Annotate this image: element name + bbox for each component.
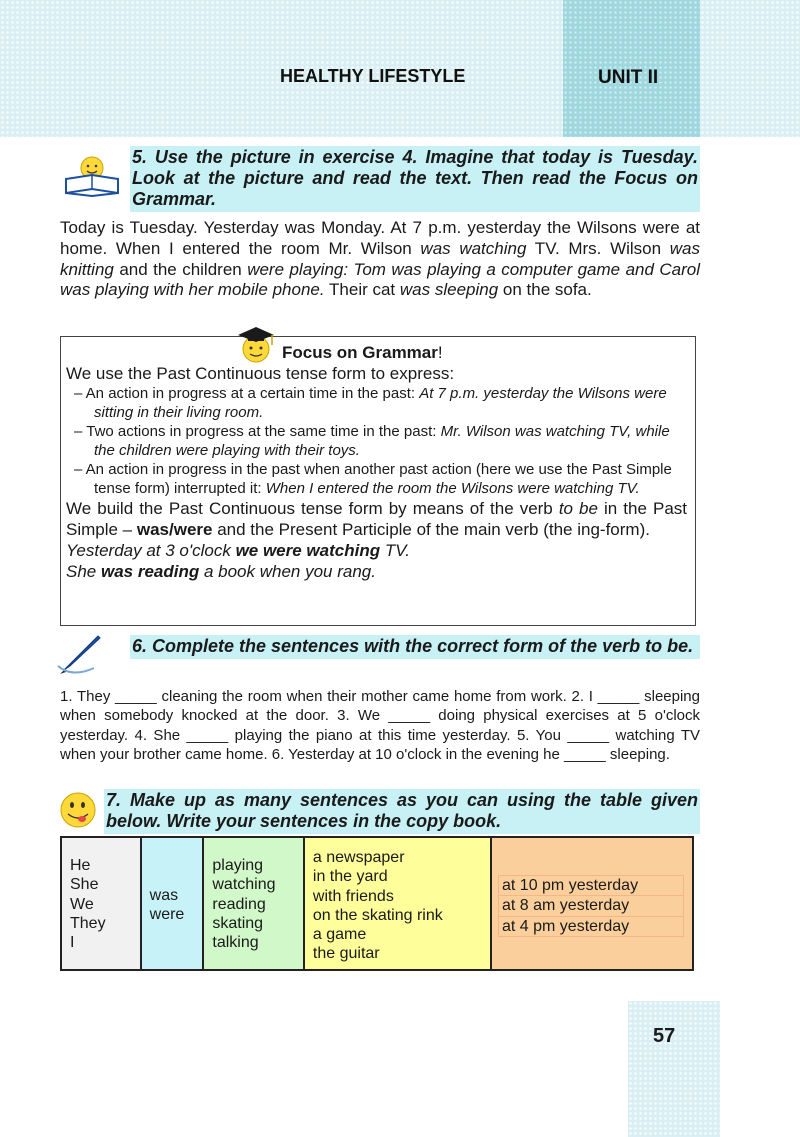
table-cell: the guitar [312, 945, 380, 963]
page-number-box [628, 1001, 720, 1137]
table-cell: on the skating rink [312, 906, 443, 924]
grammar-bullet: – Two actions in progress at the same time in the past: Mr. Wilson was watching TV, while the children were playing with their toys. [74, 423, 670, 459]
tongue-smiley-icon [58, 790, 102, 830]
exercise-number: 6. [132, 636, 148, 656]
substitution-table [60, 836, 694, 971]
table-cell: reading [212, 895, 266, 913]
instruction-text: Use the picture in exercise 4. Imagine that today is Tuesday. Look at the picture and read the text. Then read the Focus on Grammar. [132, 147, 698, 209]
grammar-example: Yesterday at 3 o'clock we were watching TV. [66, 541, 411, 560]
table-cell: She [70, 876, 99, 894]
table-cell: was [149, 887, 179, 904]
table-cell: talking [212, 934, 259, 952]
unit-label: UNIT II [598, 67, 659, 88]
table-cell: at 4 pm yesterday [498, 917, 684, 937]
table-cell: at 8 am yesterday [498, 896, 684, 916]
times-column [492, 838, 692, 969]
reading-text: Today is Tuesday. Yesterday was Monday. At 7 p.m. yesterday the Wilsons were at home. When I entered the room Mr. Wilson was watching TV. Mrs. Wilson was knitting and the children were playing: Tom was playing a computer game and Carol was playing with her mobile phone. Their cat was sleeping on the sofa. [60, 218, 701, 300]
focus-title: Focus on Grammar! [282, 343, 443, 362]
exercise-number: 7. [106, 790, 122, 810]
verbs-column [204, 838, 305, 969]
exercise-7-instruction [104, 789, 700, 834]
chapter-title: HEALTHY LIFESTYLE [280, 66, 466, 86]
grammar-rule: We build the Past Continuous tense form by means of the verb to be in the Past Simple – was/were and the Present Participle of the main verb (the ing-form). [66, 499, 687, 539]
table-cell: playing [212, 857, 264, 874]
graduate-smiley-icon [234, 323, 278, 365]
table-cell: They [70, 914, 106, 932]
table-cell: I [70, 934, 75, 952]
pen-icon [54, 632, 104, 676]
table-cell: in the yard [312, 868, 388, 886]
objects-column [305, 838, 492, 969]
table-cell: We [70, 895, 94, 913]
grammar-bullet: – An action in progress in the past when another past action (here we use the Past Simple tense form) interrupted it: When I entered the room the Wilsons were watching TV. [74, 461, 672, 497]
exercise-5-instruction [130, 146, 700, 212]
instruction-text: Complete the sentences with the correct form of the verb to be. [152, 636, 694, 656]
table-cell: a game [312, 926, 367, 944]
table-cell: at 10 pm yesterday [498, 875, 684, 896]
table-cell: skating [212, 914, 264, 932]
grammar-intro: We use the Past Continuous tense form to express: [66, 364, 455, 383]
table-cell: He [70, 857, 91, 874]
grammar-bullet: – An action in progress at a certain time in the past: At 7 p.m. yesterday the Wilsons were sitting in their living room. [74, 385, 667, 421]
table-cell: a newspaper [312, 849, 405, 866]
table-cell: with friends [312, 887, 394, 905]
page-number: 57 [653, 1025, 676, 1047]
reading-smiley-icon [62, 155, 122, 197]
auxiliary-column [142, 838, 205, 969]
instruction-text: Make up as many sentences as you can using the table given below. Write your sentences in the copy book. [106, 790, 698, 831]
exercise-6-sentences: 1. They _____ cleaning the room when their mother came home from work. 2. I _____ sleeping when somebody knocked at the door. 3. We _____ doing physical exercises at 5 o'clock yesterday. 4. She _____ playing the piano at this time yesterday. 5. You _____ watching TV when your brother came home. 6. Yesterday at 10 o'clock in the evening he _____ sleeping. [60, 688, 700, 763]
exercise-6-instruction [130, 635, 700, 659]
exercise-number: 5. [132, 147, 148, 167]
grammar-box [60, 336, 696, 626]
pronouns-column [62, 838, 142, 969]
table-cell: were [149, 906, 185, 924]
grammar-example: She was reading a book when you rang. [66, 562, 376, 581]
table-cell: watching [212, 876, 276, 894]
